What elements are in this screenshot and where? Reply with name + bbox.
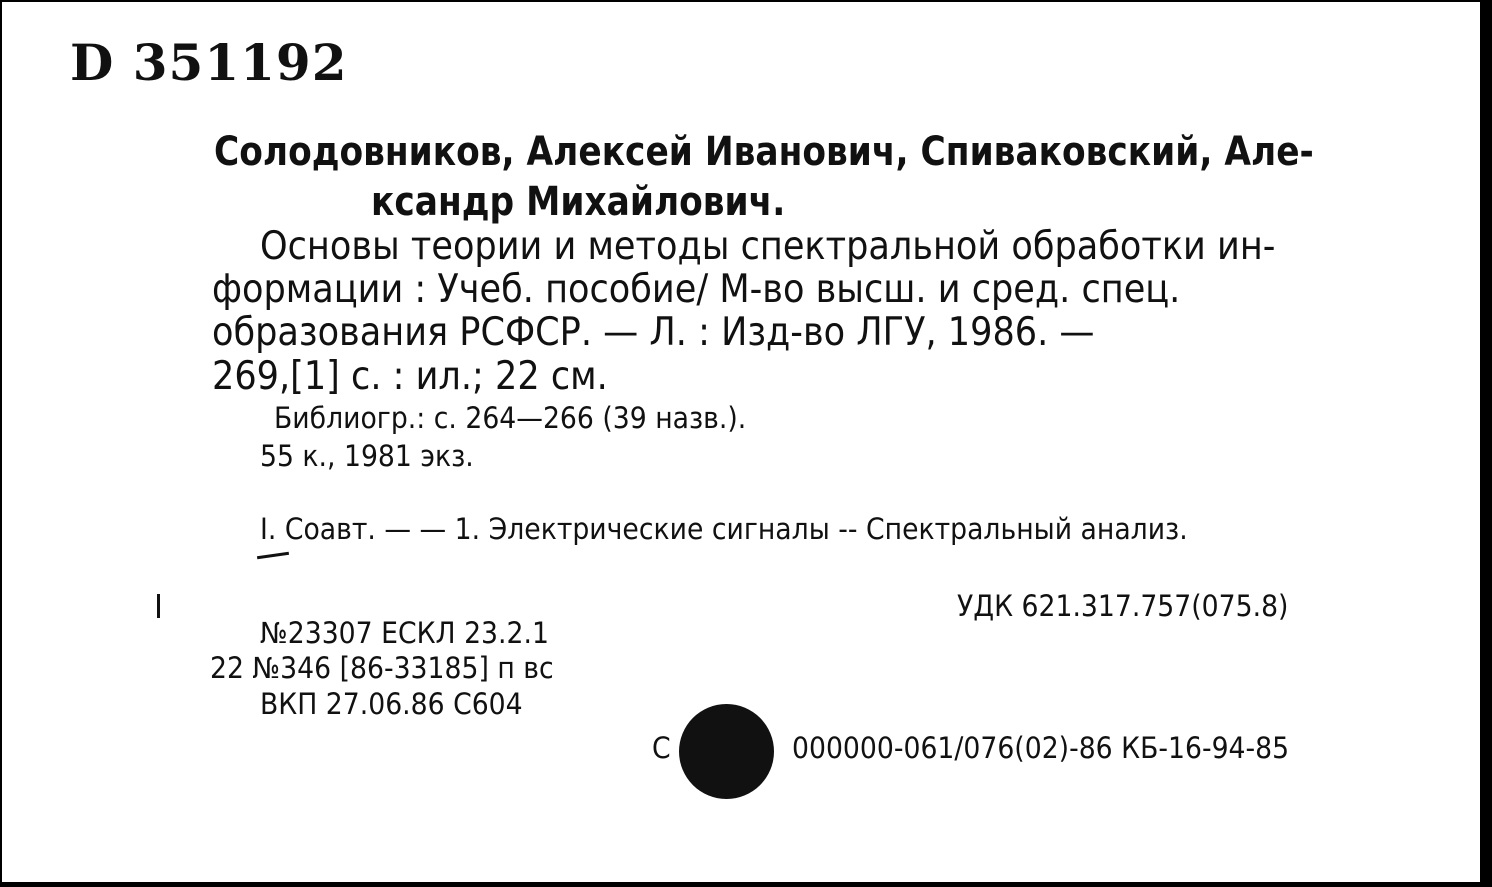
price-copies-note: 55 к., 1981 экз. [260, 439, 474, 473]
description-line-4: 269,[1] с. : ил.; 22 см. [212, 354, 608, 399]
catalog-number: D 351192 [70, 33, 348, 92]
authors-line-2: ксандр Михайлович. [371, 179, 786, 225]
code-line-1: №23307 ЕСКЛ 23.2.1 [260, 616, 549, 650]
subject-headings: I. Соавт. — — 1. Электрические сигналы -- Спектральный анализ. [260, 512, 1188, 546]
bibliography-note: Библиогр.: с. 264—266 (39 назв.). [274, 401, 747, 435]
code-line-4-prefix: С [652, 731, 671, 765]
margin-tick-mark [157, 594, 160, 618]
code-line-4: 000000-061/076(02)-86 КБ-16-94-85 [792, 731, 1290, 765]
code-line-3: ВКП 27.06.86 С604 [260, 687, 523, 721]
description-line-2: формации : Учеб. пособие/ М-во высш. и сред. спец. [212, 267, 1181, 312]
code-line-2: 22 №346 [86-33185] п вс [210, 651, 554, 685]
underline-mark [257, 552, 289, 559]
description-line-1: Основы теории и методы спектральной обработки ин- [260, 224, 1276, 269]
description-line-3: образования РСФСР. — Л. : Изд-во ЛГУ, 1986. — [212, 310, 1095, 355]
catalog-card [2, 2, 1480, 882]
udc-code: УДК 621.317.757(075.8) [957, 589, 1289, 623]
punch-hole [679, 704, 774, 799]
authors-line-1: Солодовников, Алексей Иванович, Спиваковский, Але- [214, 129, 1314, 175]
